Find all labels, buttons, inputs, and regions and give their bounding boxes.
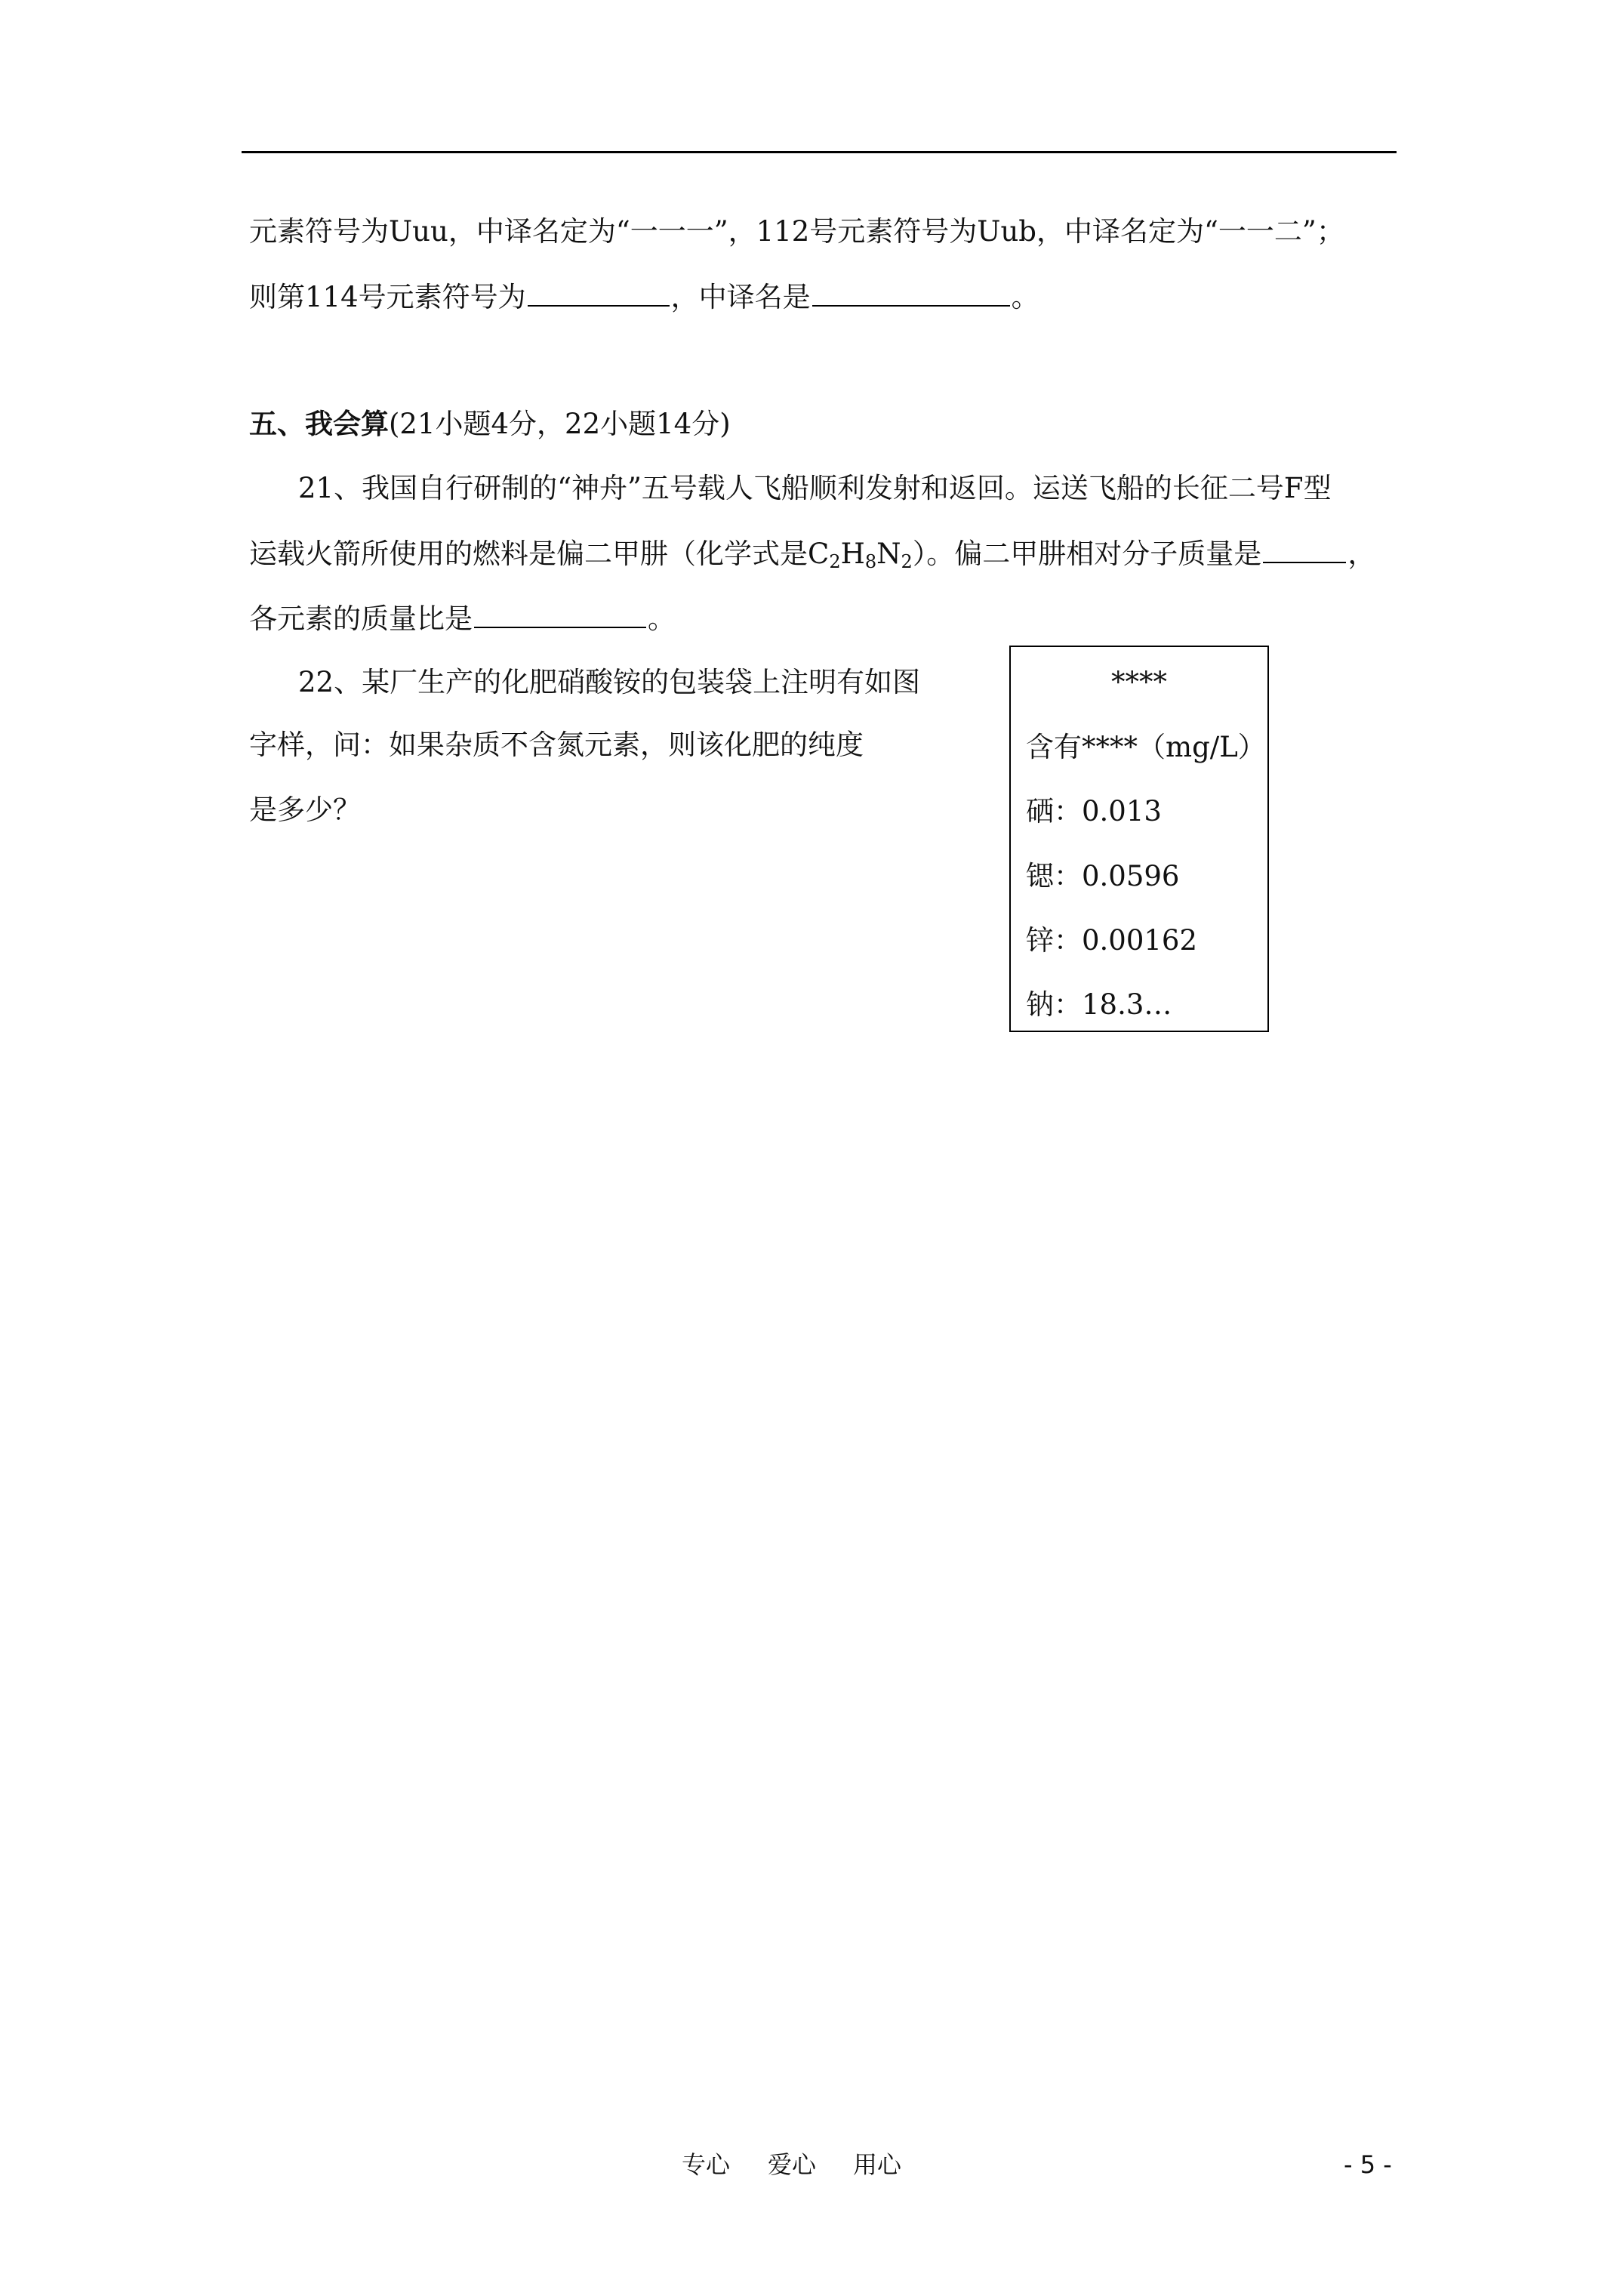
- header-rule: [242, 151, 1397, 153]
- section-5-points: (21小题4分，22小题14分): [389, 408, 731, 440]
- q22-text-2: 字样，问：如果杂质不含氮元素，则该化肥的纯度: [249, 729, 864, 761]
- footer-motto-2: 爱心: [768, 2150, 817, 2179]
- chinese-name-answer-blank[interactable]: [812, 278, 1010, 307]
- page-number: - 5 -: [1344, 2150, 1392, 2179]
- q21-text-3b: 。: [648, 603, 676, 635]
- q22-text-1: 22、某厂生产的化肥硝酸铵的包装袋上注明有如图: [298, 666, 921, 698]
- q21-line-3: [249, 599, 676, 638]
- q21-text-2b: ）。偏二甲肼相对分子质量是: [912, 538, 1262, 570]
- q22-line-3: [249, 791, 361, 829]
- section-5-title: 五、我会算: [249, 407, 389, 440]
- footer-motto-3: 用心: [853, 2150, 902, 2179]
- q21-nitrogen: N: [876, 538, 901, 570]
- q21-text-2a: 运载火箭所使用的燃料是偏二甲肼（化学式是C: [249, 538, 830, 570]
- q22-line-1: [298, 664, 920, 701]
- molecular-mass-answer-blank[interactable]: [1263, 535, 1346, 563]
- q21-sub-hydrogen: 8: [864, 551, 877, 572]
- product-label-box: [1009, 646, 1269, 1032]
- continuation-line-2: [249, 278, 1039, 316]
- label-title: ****: [1111, 666, 1167, 698]
- section-5-heading: [249, 405, 731, 443]
- continuation-text-1: 元素符号为Uuu，中译名定为“一一一”，112号元素符号为Uub，中译名定为“一一二”；: [249, 215, 1344, 248]
- q21-text-2c: ，: [1347, 538, 1376, 570]
- label-row-content-unit: 含有****（mg/L）: [1026, 731, 1266, 763]
- mass-ratio-answer-blank[interactable]: [474, 599, 646, 628]
- label-row-selenium: 硒：0.013: [1026, 795, 1162, 827]
- continuation-text-2a: 则第114号元素符号为: [249, 281, 526, 313]
- q21-line-1: [298, 470, 1332, 507]
- q21-text-3a: 各元素的质量比是: [249, 603, 473, 635]
- label-row-strontium: 锶：0.0596: [1026, 860, 1180, 892]
- continuation-text-2c: 。: [1011, 281, 1039, 313]
- q22-line-2: [249, 726, 864, 764]
- continuation-line-1: [249, 213, 1344, 251]
- continuation-text-2b: ，中译名是: [670, 281, 811, 313]
- q21-sub-nitrogen: 2: [901, 551, 913, 572]
- label-row-zinc: 锌：0.00162: [1026, 924, 1198, 957]
- symbol-answer-blank[interactable]: [528, 278, 670, 307]
- q21-sub-carbon: 2: [829, 551, 841, 572]
- q21-text-1: 21、我国自行研制的“神舟”五号载人飞船顺利发射和返回。运送飞船的长征二号F型: [298, 472, 1332, 504]
- footer-motto-1: 专心: [682, 2150, 731, 2179]
- q21-line-2: [249, 535, 1375, 573]
- q22-text-3: 是多少？: [249, 794, 361, 826]
- label-row-sodium: 钠：18.3…: [1026, 988, 1172, 1021]
- q21-hydrogen: H: [840, 538, 865, 570]
